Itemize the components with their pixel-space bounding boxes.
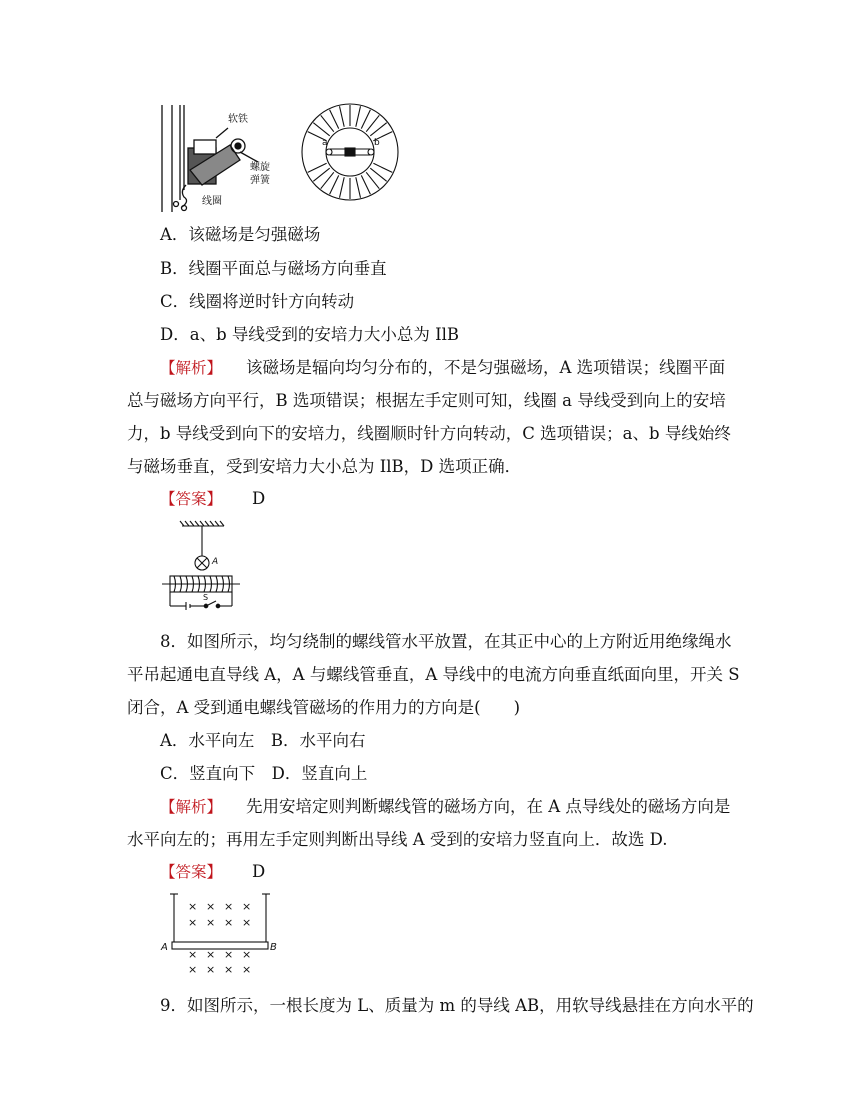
soft-iron-label: 软铁 bbox=[228, 114, 248, 125]
q7-option-d: D．a、b 导线受到的安培力大小总为 IlB bbox=[160, 325, 460, 344]
field-cross-mark: × bbox=[242, 948, 252, 961]
q7-answer-line bbox=[160, 489, 265, 509]
q8-analysis-line-2: 水平向左的；再用左手定则判断出导线 A 受到的安培力竖直向上．故选 D. bbox=[127, 830, 668, 849]
field-cross-mark: × bbox=[206, 916, 216, 929]
q8-answer-value: D bbox=[252, 862, 266, 881]
q8-stem-line-1: 8．如图所示，均匀绕制的螺线管水平放置，在其正中心的上方附近用绝缘绳水 bbox=[160, 632, 732, 651]
q7-analysis-line-4: 与磁场垂直，受到安培力大小总为 IlB，D 选项正确． bbox=[127, 457, 522, 476]
coil-label: 线圈 bbox=[202, 196, 222, 207]
field-cross-mark: × bbox=[188, 963, 198, 976]
q8-analysis-text-1: 先用安培定则判断螺线管的磁场方向，在 A 点导线处的磁场方向是 bbox=[246, 797, 731, 816]
conductor-b-label: b bbox=[374, 138, 380, 148]
field-cross-mark: × bbox=[242, 900, 252, 913]
q8-analysis-tag: 【解析】 bbox=[160, 798, 223, 816]
end-a-label: A bbox=[161, 942, 168, 953]
q9-stem-line-1: 9．如图所示，一根长度为 L、质量为 m 的导线 AB，用软导线悬挂在方向水平的 bbox=[160, 996, 754, 1015]
solenoid-figure bbox=[160, 518, 250, 613]
field-cross-mark: × bbox=[188, 948, 198, 961]
end-b-label: B bbox=[270, 942, 277, 953]
q8-stem-line-2: 平吊起通电直导线 A，A 与螺线管垂直，A 导线中的电流方向垂直纸面向里，开关 S bbox=[127, 665, 740, 684]
field-cross-mark: × bbox=[224, 900, 234, 913]
field-cross-mark: × bbox=[206, 948, 216, 961]
field-cross-mark: × bbox=[224, 916, 234, 929]
radial-field-drawing bbox=[302, 104, 398, 200]
q7-analysis-line-2: 总与磁场方向平行，B 选项错误；根据左手定则可知，线圈 a 导线受到向上的安培 bbox=[127, 391, 726, 410]
q7-option-b: B．线圈平面总与磁场方向垂直 bbox=[160, 259, 387, 278]
spring-label-2: 弹簧 bbox=[250, 175, 270, 186]
q7-analysis-line-1 bbox=[160, 358, 725, 378]
q7-analysis-line-3: 力，b 导线受到向下的安培力，线圈顺时针方向转动，C 选项错误；a、b 导线始终 bbox=[127, 424, 731, 443]
switch-s-label: S bbox=[203, 593, 209, 602]
field-cross-mark: × bbox=[188, 900, 198, 913]
q8-stem-line-3: 闭合，A 受到通电螺线管磁场的作用力的方向是( ) bbox=[127, 698, 521, 717]
galvanometer-figure bbox=[150, 100, 410, 220]
wire-a-label: A bbox=[212, 557, 219, 567]
field-cross-mark: × bbox=[206, 900, 216, 913]
field-cross-mark: × bbox=[242, 916, 252, 929]
field-cross-mark: × bbox=[206, 963, 216, 976]
field-cross-mark: × bbox=[224, 948, 234, 961]
q7-analysis-tag: 【解析】 bbox=[160, 359, 223, 377]
q7-option-c: C．线圈将逆时针方向转动 bbox=[160, 292, 355, 311]
q7-answer-value: D bbox=[252, 489, 266, 508]
field-cross-mark: × bbox=[224, 963, 234, 976]
q7-analysis-text-1: 该磁场是辐向均匀分布的，不是匀强磁场，A 选项错误；线圈平面 bbox=[246, 358, 726, 377]
q7-option-a: A．该磁场是匀强磁场 bbox=[160, 225, 321, 244]
q8-analysis-line-1 bbox=[160, 797, 730, 817]
q8-options-line-1: A．水平向左 B．水平向右 bbox=[160, 731, 366, 750]
field-cross-mark: × bbox=[242, 963, 252, 976]
q7-answer-tag: 【答案】 bbox=[160, 490, 223, 508]
q8-answer-line bbox=[160, 862, 265, 882]
q8-answer-tag: 【答案】 bbox=[160, 863, 223, 881]
conductor-a-label: a bbox=[322, 138, 328, 148]
wire-in-field-figure bbox=[158, 888, 288, 980]
field-cross-mark: × bbox=[188, 916, 198, 929]
q8-options-line-2: C．竖直向下 D．竖直向上 bbox=[160, 764, 368, 783]
spring-label-1: 螺旋 bbox=[250, 162, 270, 173]
